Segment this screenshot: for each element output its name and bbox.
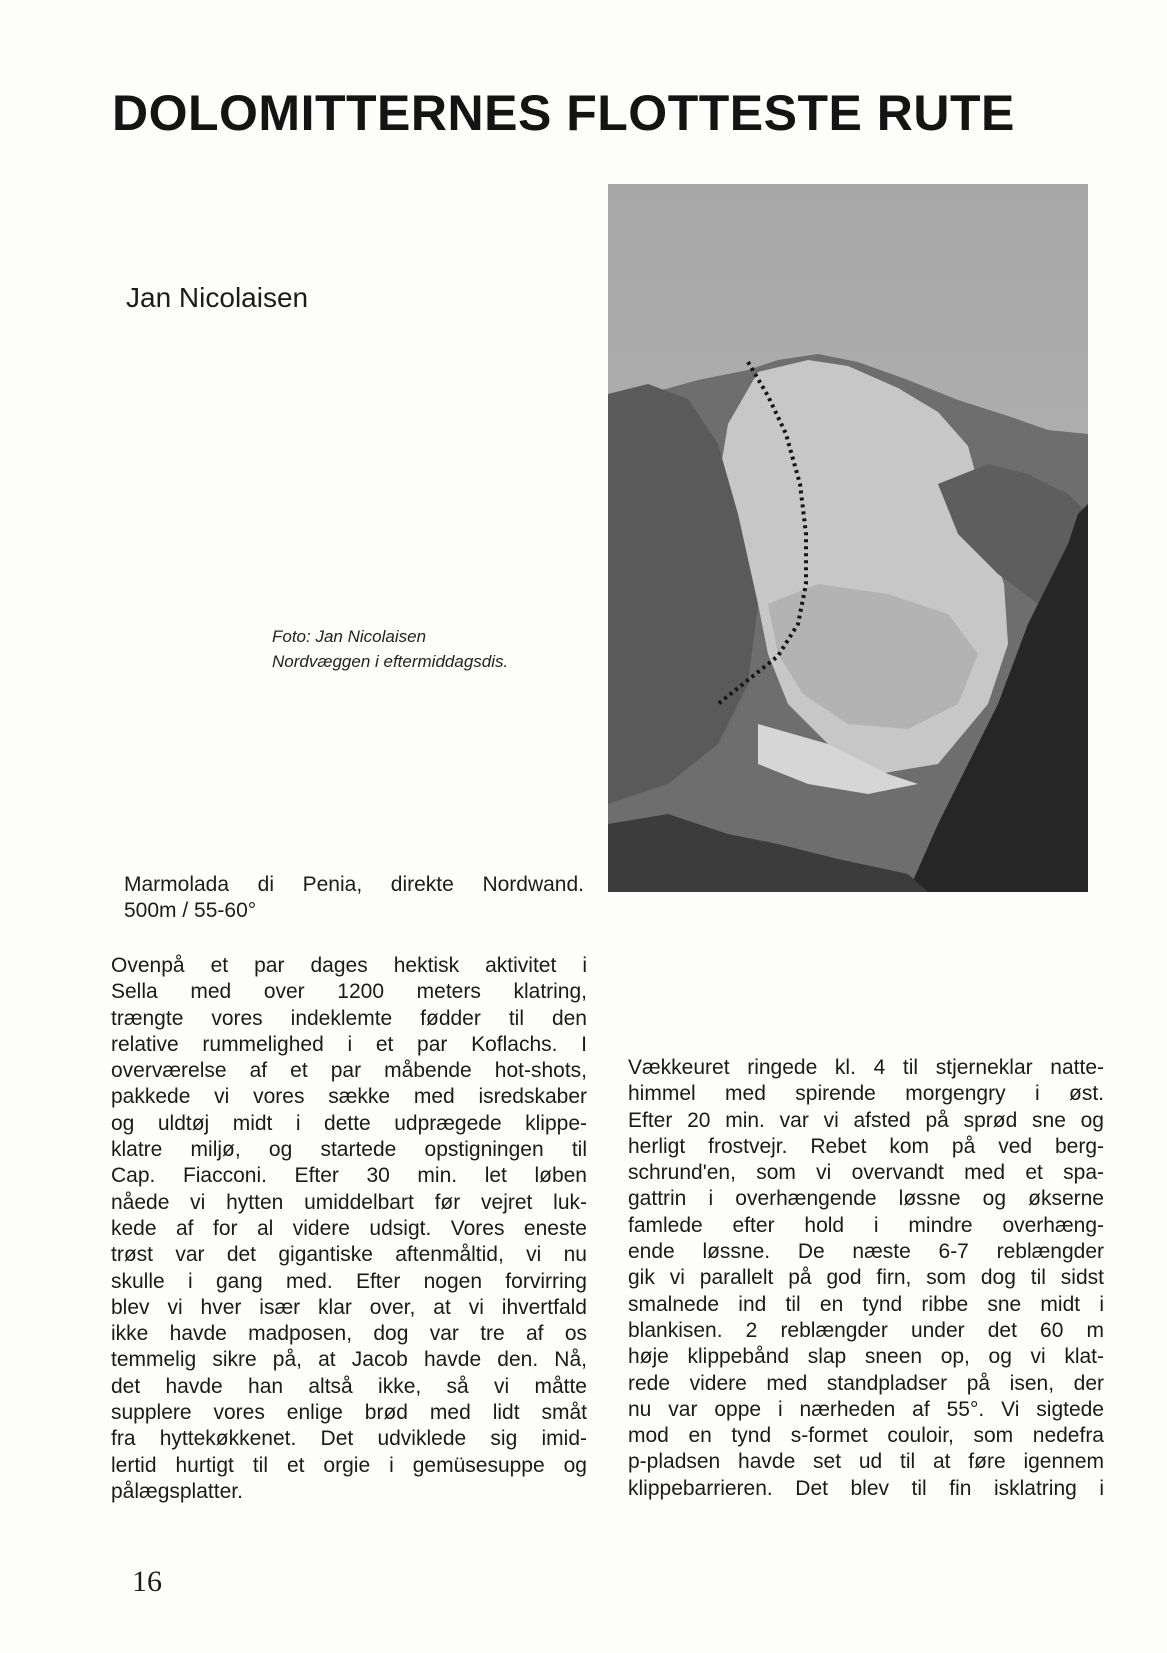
text-line: blankisen. 2 reblængder under det 60 m — [628, 1318, 1104, 1342]
article-author: Jan Nicolaisen — [126, 282, 309, 313]
article-title: DOLOMITTERNES FLOTTESTE RUTE — [112, 85, 1015, 141]
text-line: det havde han altså ikke, så vi måtte — [111, 1374, 587, 1398]
text-line: temmelig sikre på, at Jacob havde den. Nå, — [111, 1348, 587, 1372]
photo-caption — [272, 624, 508, 674]
text-line: trøst var det gigantiske aftenmåltid, vi nu — [111, 1243, 587, 1267]
text-line: famlede efter hold i mindre overhæng- — [628, 1213, 1104, 1237]
text-line: gattrin i overhængende løssne og økserne — [628, 1187, 1104, 1211]
text-line: nåede vi hytten umiddelbart før vejret luk- — [111, 1190, 587, 1214]
text-line: rede videre med standpladser på isen, der — [628, 1371, 1104, 1395]
mountain-photo — [608, 184, 1088, 892]
body-column-right — [628, 1055, 1104, 1502]
text-line: blev vi hver især klar over, at vi ihvertfald — [111, 1295, 587, 1319]
text-line: Efter 20 min. var vi afsted på sprød sne og — [628, 1108, 1104, 1132]
page-number: 16 — [132, 1565, 162, 1598]
text-line: overværelse af et par måbende hot-shots, — [111, 1059, 587, 1083]
text-line: trængte vores indeklemte fødder til den — [111, 1006, 587, 1030]
text-line: herligt frostvejr. Rebet kom på ved berg- — [628, 1134, 1104, 1158]
text-line: Vækkeuret ringede kl. 4 til stjerneklar natte- — [628, 1056, 1104, 1079]
text-line: skulle i gang med. Efter nogen forvirring — [111, 1269, 587, 1293]
route-info — [124, 872, 584, 924]
text-line: gik vi parallelt på god firn, som dog til sidst — [628, 1266, 1104, 1290]
route-stats: 500m / 55-60° — [124, 899, 257, 922]
text-line: klippebarrieren. Det blev til fin isklatring i — [628, 1476, 1104, 1500]
text-line: klatre miljø, og startede opstigningen til — [111, 1138, 587, 1162]
photo-credit: Foto: Jan Nicolaisen — [272, 627, 427, 646]
text-line: relative rummelighed i et par Koflachs. I — [111, 1032, 587, 1056]
text-line: nu var oppe i nærheden af 55°. Vi sigtede — [628, 1397, 1104, 1421]
text-line: og uldtøj midt i dette udprægede klippe- — [111, 1111, 587, 1135]
text-line: lertid hurtigt til et orgie i gemüsesuppe og — [111, 1453, 587, 1477]
text-line: schrund'en, som vi overvandt med et spa- — [628, 1161, 1104, 1185]
text-line: p-pladsen havde set ud til at føre igennem — [628, 1450, 1104, 1474]
text-line: supplere vores enlige brød med lidt småt — [111, 1401, 587, 1425]
text-line: kede af for al videre udsigt. Vores eneste — [111, 1216, 587, 1240]
text-line: ikke havde madposen, dog var tre af os — [111, 1322, 587, 1346]
route-name: Marmolada di Penia, direkte Nordwand. — [124, 873, 584, 896]
text-line: pakkede vi vores sække med isredskaber — [111, 1085, 587, 1109]
text-line: høje klippebånd slap sneen op, og vi klat- — [628, 1345, 1104, 1369]
text-line: Sella med over 1200 meters klatring, — [111, 980, 587, 1004]
text-line: smalnede ind til en tynd ribbe sne midt i — [628, 1292, 1104, 1316]
text-line: Ovenpå et par dages hektisk aktivitet i — [111, 954, 587, 977]
text-line: ende løssne. De næste 6-7 reblængder — [628, 1240, 1104, 1264]
text-line: pålægsplatter. — [111, 1479, 243, 1503]
text-line: Cap. Fiacconi. Efter 30 min. let løben — [111, 1164, 587, 1188]
text-line: himmel med spirende morgengry i øst. — [628, 1082, 1104, 1106]
text-line: fra hyttekøkkenet. Det udviklede sig imid- — [111, 1427, 587, 1451]
text-line: mod en tynd s-formet couloir, som nedefra — [628, 1424, 1104, 1448]
body-column-left — [111, 953, 587, 1505]
photo-caption-text: Nordvæggen i eftermiddagsdis. — [272, 652, 509, 671]
